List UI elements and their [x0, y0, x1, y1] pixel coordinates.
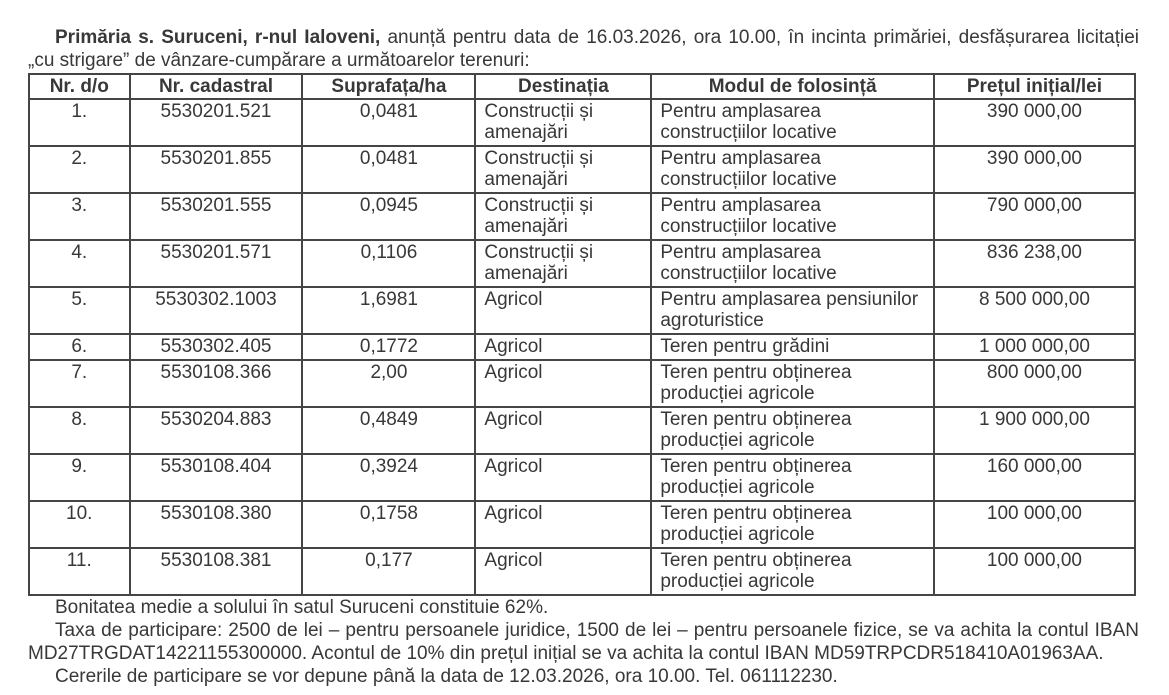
- cell-nr: 7.: [29, 360, 130, 407]
- cell-suprafata: 2,00: [302, 360, 475, 407]
- cell-destinatia: Agricol: [475, 454, 651, 501]
- cell-cadastral: 5530204.883: [130, 407, 303, 454]
- cell-nr: 3.: [29, 193, 130, 240]
- cell-suprafata: 0,1106: [302, 240, 475, 287]
- cell-destinatia: Agricol: [475, 334, 651, 360]
- table-row: [29, 146, 1135, 193]
- cell-destinatia: Construcții și amenajări: [475, 99, 651, 146]
- table-row: [29, 454, 1135, 501]
- cell-nr: 8.: [29, 407, 130, 454]
- cell-modul: Teren pentru obținerea producției agricole: [651, 548, 934, 595]
- table-row: [29, 360, 1135, 407]
- intro-text: anunță pentru data de 16.03.2026, ora 10.00, în incinta primăriei, desfășurarea licitației „cu strigare” de vânzare-cumpărare a următoarelor terenuri:: [28, 27, 1139, 71]
- cell-destinatia: Agricol: [475, 548, 651, 595]
- cell-suprafata: 1,6981: [302, 287, 475, 334]
- cell-pret: 800 000,00: [934, 360, 1135, 407]
- table-row: [29, 548, 1135, 595]
- cell-nr: 4.: [29, 240, 130, 287]
- cell-pret: 836 238,00: [934, 240, 1135, 287]
- participation-fee-note: Taxa de participare: 2500 de lei – pentru persoanele juridice, 1500 de lei – pentru persoanele fizice, se va achita la contul IBAN MD27TRGDAT14221155300000. Acontul de 10% din prețul inițial se va achita la contul IBAN MD59TRPCDR518410A01963AA.: [28, 620, 1139, 664]
- cell-cadastral: 5530108.366: [130, 360, 303, 407]
- cell-suprafata: 0,1758: [302, 501, 475, 548]
- cell-pret: 100 000,00: [934, 501, 1135, 548]
- cell-nr: 9.: [29, 454, 130, 501]
- cell-destinatia: Construcții și amenajări: [475, 193, 651, 240]
- cell-nr: 10.: [29, 501, 130, 548]
- cell-destinatia: Construcții și amenajări: [475, 146, 651, 193]
- cell-modul: Pentru amplasarea pensiunilor agroturistice: [651, 287, 934, 334]
- cell-cadastral: 5530302.1003: [130, 287, 303, 334]
- cell-cadastral: 5530201.555: [130, 193, 303, 240]
- cell-pret: 8 500 000,00: [934, 287, 1135, 334]
- table-row: [29, 501, 1135, 548]
- table-row: [29, 99, 1135, 146]
- cell-modul: Teren pentru obținerea producției agricole: [651, 407, 934, 454]
- col-header-cadastral: Nr. cadastral: [130, 74, 303, 99]
- cell-nr: 2.: [29, 146, 130, 193]
- cell-suprafata: 0,3924: [302, 454, 475, 501]
- table-row: [29, 287, 1135, 334]
- cell-destinatia: Agricol: [475, 287, 651, 334]
- cell-cadastral: 5530108.381: [130, 548, 303, 595]
- cell-modul: Teren pentru grădini: [651, 334, 934, 360]
- cell-suprafata: 0,0945: [302, 193, 475, 240]
- soil-quality-note: Bonitatea medie a solului în satul Suruceni constituie 62%.: [55, 597, 549, 618]
- col-header-modul: Modul de folosință: [651, 74, 934, 99]
- cell-suprafata: 0,4849: [302, 407, 475, 454]
- table-row: [29, 334, 1135, 360]
- cell-cadastral: 5530201.855: [130, 146, 303, 193]
- cell-cadastral: 5530201.521: [130, 99, 303, 146]
- land-auction-table: [28, 73, 1136, 596]
- cell-cadastral: 5530201.571: [130, 240, 303, 287]
- cell-modul: Teren pentru obținerea producției agricole: [651, 454, 934, 501]
- cell-modul: Pentru amplasarea construcțiilor locative: [651, 193, 934, 240]
- table-row: [29, 193, 1135, 240]
- cell-destinatia: Agricol: [475, 407, 651, 454]
- cell-pret: 390 000,00: [934, 146, 1135, 193]
- table-row: [29, 240, 1135, 287]
- cell-pret: 160 000,00: [934, 454, 1135, 501]
- cell-modul: Pentru amplasarea construcțiilor locative: [651, 99, 934, 146]
- cell-destinatia: Agricol: [475, 360, 651, 407]
- cell-cadastral: 5530108.380: [130, 501, 303, 548]
- cell-cadastral: 5530302.405: [130, 334, 303, 360]
- col-header-suprafata: Suprafața/ha: [302, 74, 475, 99]
- cell-nr: 1.: [29, 99, 130, 146]
- notes-section: [28, 596, 1139, 688]
- intro-issuer: Primăria s. Suruceni, r-nul Ialoveni,: [55, 27, 381, 48]
- cell-modul: Pentru amplasarea construcțiilor locative: [651, 146, 934, 193]
- cell-pret: 790 000,00: [934, 193, 1135, 240]
- cell-modul: Teren pentru obținerea producției agricole: [651, 360, 934, 407]
- col-header-pret: Prețul inițial/lei: [934, 74, 1135, 99]
- table-header-row: [29, 74, 1135, 99]
- cell-suprafata: 0,1772: [302, 334, 475, 360]
- cell-destinatia: Construcții și amenajări: [475, 240, 651, 287]
- cell-pret: 1 000 000,00: [934, 334, 1135, 360]
- cell-modul: Pentru amplasarea construcțiilor locative: [651, 240, 934, 287]
- cell-suprafata: 0,0481: [302, 99, 475, 146]
- intro-paragraph: [28, 26, 1139, 72]
- cell-pret: 390 000,00: [934, 99, 1135, 146]
- cell-destinatia: Agricol: [475, 501, 651, 548]
- col-header-nr: Nr. d/o: [29, 74, 130, 99]
- cell-suprafata: 0,177: [302, 548, 475, 595]
- application-deadline-note: Cererile de participare se vor depune până la data de 12.03.2026, ora 10.00. Tel. 061112230.: [55, 666, 838, 687]
- cell-cadastral: 5530108.404: [130, 454, 303, 501]
- table-body: [29, 99, 1135, 595]
- cell-nr: 11.: [29, 548, 130, 595]
- col-header-destinatia: Destinația: [475, 74, 651, 99]
- cell-nr: 5.: [29, 287, 130, 334]
- cell-suprafata: 0,0481: [302, 146, 475, 193]
- cell-nr: 6.: [29, 334, 130, 360]
- cell-pret: 1 900 000,00: [934, 407, 1135, 454]
- table-row: [29, 407, 1135, 454]
- cell-pret: 100 000,00: [934, 548, 1135, 595]
- cell-modul: Teren pentru obținerea producției agricole: [651, 501, 934, 548]
